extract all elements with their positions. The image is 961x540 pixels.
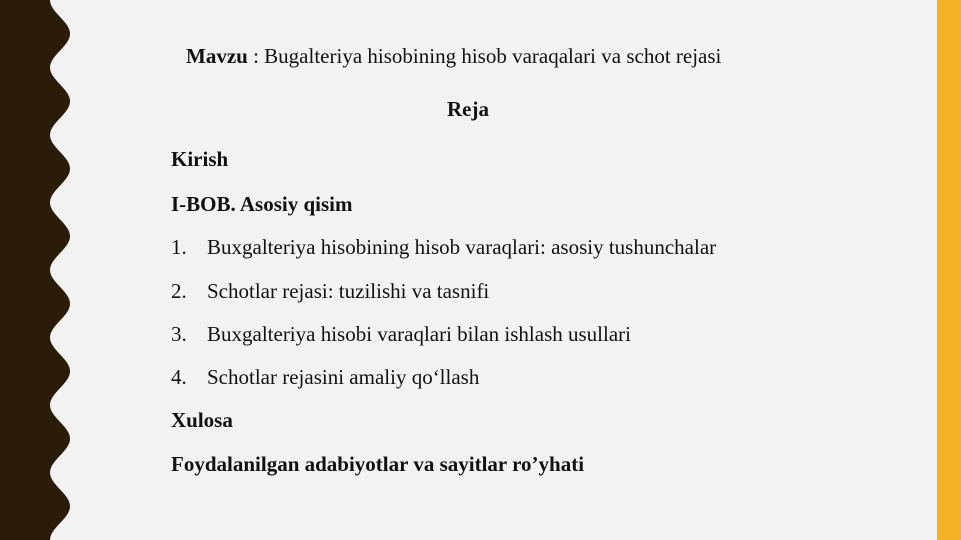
list-item-number: 1.	[171, 235, 187, 259]
plan-heading: Reja	[447, 97, 489, 121]
conclusion-heading: Xulosa	[171, 408, 233, 432]
list-item	[171, 322, 631, 347]
list-item-text: Buxgalteriya hisobining hisob varaqlari: asosiy tushunchalar	[207, 235, 717, 259]
topic-line	[186, 44, 721, 69]
topic-label: Mavzu	[186, 44, 248, 68]
list-item	[171, 279, 489, 304]
chapter-heading: I-BOB. Asosiy qisim	[171, 192, 353, 216]
right-accent-bar	[937, 0, 961, 540]
list-item-text: Schotlar rejasi: tuzilishi va tasnifi	[207, 279, 490, 303]
list-item	[171, 365, 479, 390]
intro-heading: Kirish	[171, 147, 229, 171]
references-heading: Foydalanilgan adabiyotlar va sayitlar ro’yhati	[171, 452, 585, 476]
topic-text: Bugalteriya hisobining hisob varaqalari va schot rejasi	[264, 44, 722, 68]
topic-separator: :	[247, 44, 265, 68]
list-item-number: 4.	[171, 365, 187, 389]
list-item-text: Buxgalteriya hisobi varaqlari bilan ishlash usullari	[207, 322, 631, 346]
list-item	[171, 235, 716, 260]
list-item-number: 3.	[171, 322, 187, 346]
wavy-left-border	[0, 0, 80, 540]
list-item-text: Schotlar rejasini amaliy qo‘llash	[207, 365, 480, 389]
list-item-number: 2.	[171, 279, 187, 303]
